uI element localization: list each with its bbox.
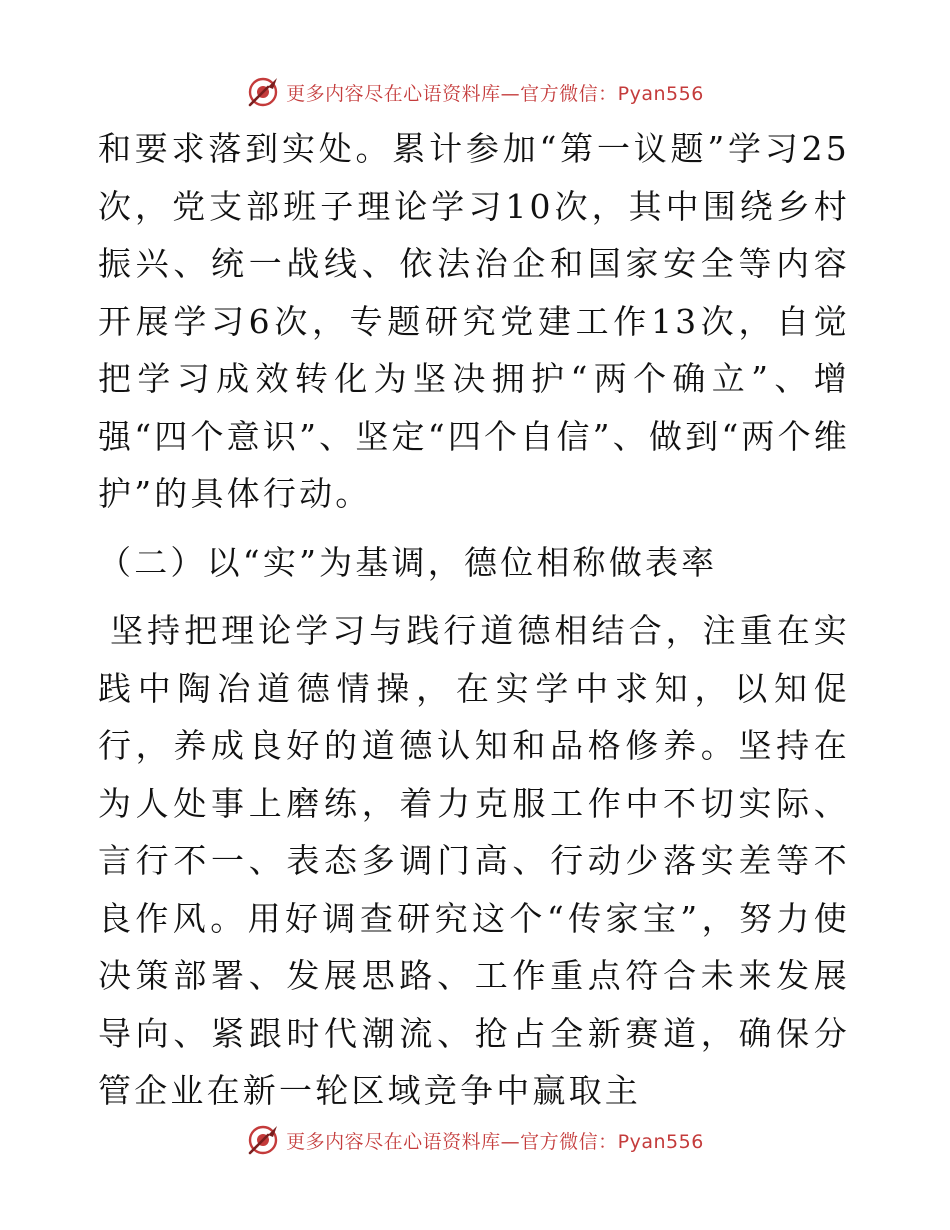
header-dash: — — [500, 82, 521, 105]
footer-watermark-banner — [0, 1118, 950, 1162]
quill-circle-logo-icon — [246, 1123, 280, 1157]
quill-circle-logo-icon — [246, 75, 280, 109]
footer-dash: — — [500, 1130, 521, 1153]
section-heading-2: （二）以“实”为基调，德位相称做表率 — [98, 542, 718, 582]
paragraph-2: 坚持把理论学习与践行道德相结合，注重在实践中陶冶道德情操，在实学中求知，以知促行，养成良好的道德认知和品格修养。坚持在为人处事上磨练，着力克服工作中不切实际、言行不一、表态多调门高、行动少落实差等不良作风。用好调查研究这个“传家宝”，努力使决策部署、发展思路、工作重点符合未来发展导向、紧跟时代潮流、抢占全新赛道，确保分管企业在新一轮区域竞争中赢取主 — [98, 611, 850, 1110]
header-official-text: 官方微信：Pyan556 — [520, 82, 704, 105]
footer-official-text: 官方微信：Pyan556 — [520, 1130, 704, 1153]
document-body — [98, 120, 850, 1120]
paragraph-1: 和要求落到实处。累计参加“第一议题”学习25次，党支部班子理论学习10次，其中围绕乡村振兴、统一战线、依法治企和国家安全等内容开展学习6次，专题研究党建工作13次，自觉把学习成效转化为坚决拥护“两个确立”、增强“四个意识”、坚定“四个自信”、做到“两个维护”的具体行动。 — [98, 129, 850, 513]
header-watermark-banner — [0, 70, 950, 114]
footer-site-text: 更多内容尽在心语资料库 — [286, 1130, 501, 1153]
footer-banner-text — [286, 1127, 704, 1154]
header-site-text: 更多内容尽在心语资料库 — [286, 82, 501, 105]
header-banner-text — [286, 79, 704, 106]
